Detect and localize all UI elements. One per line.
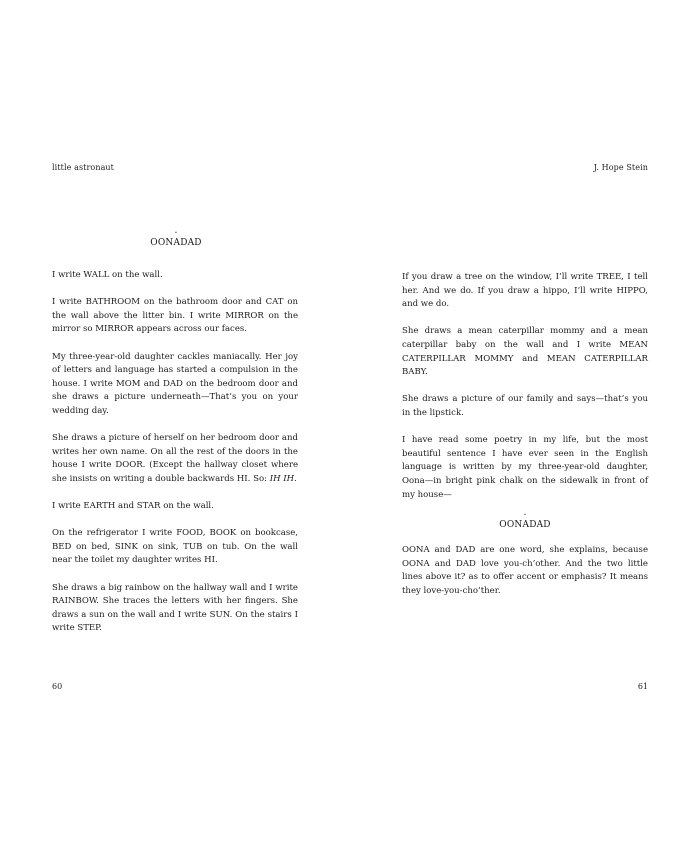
paragraph: OONA and DAD are one word, she explains, because OONA and DAD love you-ch’other. And the two little lines above it? as to offer accent or emphasis? It means they love-you-cho’ther. [402, 545, 648, 597]
page-number-left: 60 [52, 682, 63, 691]
left-page-text [52, 232, 298, 650]
paragraph-text: She draws a picture of herself on her bedroom door and writes her own name. On all the rest of the doors in the house I write DOOR. (Except the hallway closet where she insists on writing a double backwards HI. So: [52, 433, 298, 484]
poem-oonadad [402, 514, 648, 531]
paragraph: On the refrigerator I write FOOD, BOOK on bookcase, BED on bed, SINK on sink, TUB on tub. On the wall near the toilet my daughter writes HI. [52, 528, 298, 566]
poem-word: OONADAD [150, 238, 202, 248]
paragraph: She draws a mean caterpillar mommy and a mean caterpillar baby on the wall and I write MEAN CATERPILLAR MOMMY and MEAN CATERPILLAR BABY. [402, 326, 648, 378]
poem-word: OONADAD [499, 519, 551, 530]
paragraph: She draws a big rainbow on the hallway wall and I write RAINBOW. She traces the letters with her fingers. She draws a sun on the wall and I write SUN. On the stairs I write STEP. [52, 582, 298, 634]
paragraph [52, 432, 298, 486]
running-head-author: J. Hope Stein [593, 163, 648, 172]
page-number-right: 61 [637, 682, 648, 691]
running-head-book-title: little astronaut [52, 163, 115, 172]
poem-oonadad [101, 232, 251, 249]
paragraph: I write EARTH and STAR on the wall. [52, 501, 214, 512]
paragraph: She draws a picture of our family and says—that’s you in the lipstick. [402, 394, 648, 418]
paragraph: I write WALL on the wall. [52, 270, 163, 280]
paragraph: I write BATHROOM on the bathroom door and CAT on the wall above the litter bin. I write MIRROR on the mirror so MIRROR appears across our faces. [52, 297, 298, 335]
paragraph: My three-year-old daughter cackles maniacally. Her joy of letters and language has started a compulsion in the house. I write MOM and DAD on the bedroom door and she draws a picture underneath—That’s you on your wedding day. [52, 351, 298, 416]
backwards-hi: IH IH [269, 473, 295, 484]
paragraph: I have read some poetry in my life, but the most beautiful sentence I have ever seen in the English language is written by my three-year-old daughter, Oona—in bright pink chalk on the sidewalk in front of my house— [402, 435, 648, 500]
poem-accent-marks: ˝ [174, 231, 178, 239]
right-page-text [402, 271, 648, 612]
paragraph-tail: . [294, 473, 297, 484]
poem-accent-marks: ˝ [523, 512, 527, 521]
paragraph: If you draw a tree on the window, I’ll write TREE, I tell her. And we do. If you draw a hippo, I’ll write HIPPO, and we do. [402, 272, 648, 310]
